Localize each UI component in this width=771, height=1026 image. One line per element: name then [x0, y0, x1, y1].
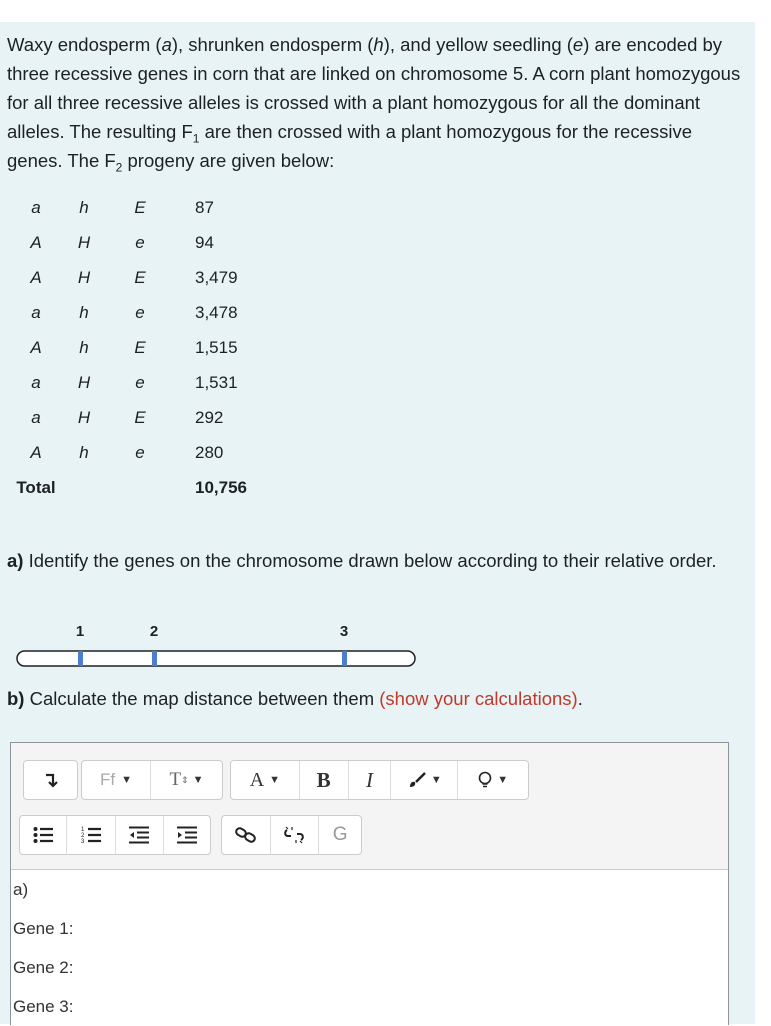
progeny-count: 1,515	[195, 337, 238, 357]
genotype-1: A	[30, 337, 42, 357]
calculation-hint: (show your calculations)	[379, 688, 578, 709]
genotype-3: e	[135, 442, 145, 462]
progeny-row	[16, 330, 315, 365]
progeny-total-row	[16, 470, 315, 505]
chromosome-label-3: 3	[339, 623, 349, 640]
progeny-count: 87	[195, 197, 214, 217]
total-value: 10,756	[195, 477, 247, 497]
toolbar-toggle-icon	[44, 772, 58, 788]
idea-button[interactable]	[458, 761, 528, 799]
toolbar-group-links	[221, 815, 362, 855]
gene-marker-1	[78, 651, 83, 666]
font-color-label: A	[249, 768, 265, 791]
editor-toolbar	[11, 743, 728, 870]
genotype-1: A	[30, 267, 42, 287]
highlight-button[interactable]	[391, 761, 458, 799]
chromosome-label-2: 2	[149, 623, 159, 640]
chromosome-bar	[17, 651, 415, 666]
genotype-3: E	[134, 337, 146, 357]
numbered-list-icon	[81, 826, 101, 844]
genotype-3: e	[135, 232, 145, 252]
caret-down-icon: ▼	[497, 774, 509, 786]
toolbar-toggle-button[interactable]	[24, 761, 77, 799]
answer-editor	[10, 742, 729, 1025]
bold-label: B	[316, 767, 331, 792]
progeny-row	[16, 400, 315, 435]
font-size-label: T	[169, 769, 182, 790]
font-color-button[interactable]	[231, 761, 300, 799]
progeny-count: 3,478	[195, 302, 238, 322]
genotype-2: H	[77, 372, 91, 392]
progeny-row	[16, 190, 315, 225]
genotype-2: h	[79, 302, 89, 322]
genotype-1: a	[31, 407, 41, 427]
progeny-row	[16, 295, 315, 330]
italic-button[interactable]	[349, 761, 392, 799]
indent-icon	[177, 826, 197, 844]
question-intro: Waxy endosperm (a), shrunken endosperm (h), and yellow seedling (e) are encoded by three recessive genes in corn that are linked on chromosome 5. A corn plant homozygous for all three recessive alleles is crossed with a plant homozygous for all the dominant alleles. The resulting $F_1$ are then crossed with a plant homozygous for the recessive genes. The $F_2$ progeny are given below:	[7, 34, 741, 175]
g-label: G	[332, 824, 348, 845]
content-line-part-a: a)	[13, 880, 29, 899]
genotype-2: h	[79, 337, 89, 357]
content-line-gene-2: Gene 2:	[13, 958, 74, 977]
gene-marker-2	[152, 651, 157, 666]
font-family-button[interactable]	[82, 761, 151, 799]
genotype-2: H	[77, 232, 91, 252]
gene-marker-3	[342, 651, 347, 666]
genotype-2: h	[79, 197, 89, 217]
numbered-list-button[interactable]	[67, 816, 116, 854]
caret-down-icon: ▼	[192, 774, 204, 786]
lightbulb-icon	[478, 771, 492, 789]
total-label: Total	[16, 477, 56, 497]
progeny-count: 292	[195, 407, 224, 427]
progeny-row	[16, 225, 315, 260]
genotype-1: a	[31, 372, 41, 392]
content-line-gene-1: Gene 1:	[13, 919, 74, 938]
bold-button[interactable]	[300, 761, 349, 799]
toolbar-group-format	[230, 760, 529, 800]
editor-content[interactable]	[11, 870, 730, 1026]
progeny-count: 280	[195, 442, 224, 462]
part-b-question: b) Calculate the map distance between them (show your calculations).	[7, 688, 583, 709]
bullet-list-icon	[33, 826, 53, 844]
indent-button[interactable]	[164, 816, 210, 854]
progeny-count: 1,531	[195, 372, 238, 392]
genotype-3: e	[135, 302, 145, 322]
chromosome-diagram	[14, 616, 419, 676]
genotype-1: a	[31, 197, 41, 217]
content-line-gene-3: Gene 3:	[13, 997, 74, 1016]
genotype-3: E	[134, 197, 146, 217]
progeny-count: 94	[195, 232, 214, 252]
genotype-1: A	[30, 442, 42, 462]
caret-down-icon: ▼	[121, 774, 132, 786]
unlink-button[interactable]	[271, 816, 320, 854]
brush-icon	[407, 772, 427, 788]
link-button[interactable]	[222, 816, 271, 854]
part-a-question: a) Identify the genes on the chromosome drawn below according to their relative order.	[7, 550, 717, 571]
link-icon	[235, 827, 257, 843]
font-family-label: Ff	[100, 770, 116, 789]
genotype-2: H	[77, 407, 91, 427]
genotype-1: a	[31, 302, 41, 322]
caret-down-icon: ▼	[430, 774, 442, 786]
font-size-button[interactable]	[151, 761, 222, 799]
progeny-row	[16, 260, 315, 295]
progeny-row	[16, 435, 315, 470]
caret-down-icon: ▼	[269, 774, 281, 786]
genotype-1: A	[30, 232, 42, 252]
g-button[interactable]	[319, 816, 361, 854]
outdent-icon	[129, 826, 149, 844]
bullet-list-button[interactable]	[20, 816, 67, 854]
font-size-arrows-icon: ⇕	[181, 774, 189, 785]
svg-text:1: 1	[80, 827, 84, 833]
genotype-3: e	[135, 372, 145, 392]
progeny-count: 3,479	[195, 267, 238, 287]
italic-label: I	[366, 767, 374, 792]
svg-text:3: 3	[80, 839, 84, 844]
genotype-2: h	[79, 442, 89, 462]
progeny-row	[16, 365, 315, 400]
genotype-3: E	[134, 407, 146, 427]
outdent-button[interactable]	[116, 816, 165, 854]
unlink-icon	[283, 826, 305, 844]
genotype-2: H	[77, 267, 91, 287]
toolbar-group-toggle	[23, 760, 78, 800]
chromosome-label-1: 1	[75, 623, 85, 640]
svg-text:2: 2	[80, 833, 84, 839]
genotype-3: E	[134, 267, 146, 287]
toolbar-group-lists	[19, 815, 211, 855]
toolbar-group-font	[81, 760, 223, 800]
progeny-table	[16, 190, 315, 505]
